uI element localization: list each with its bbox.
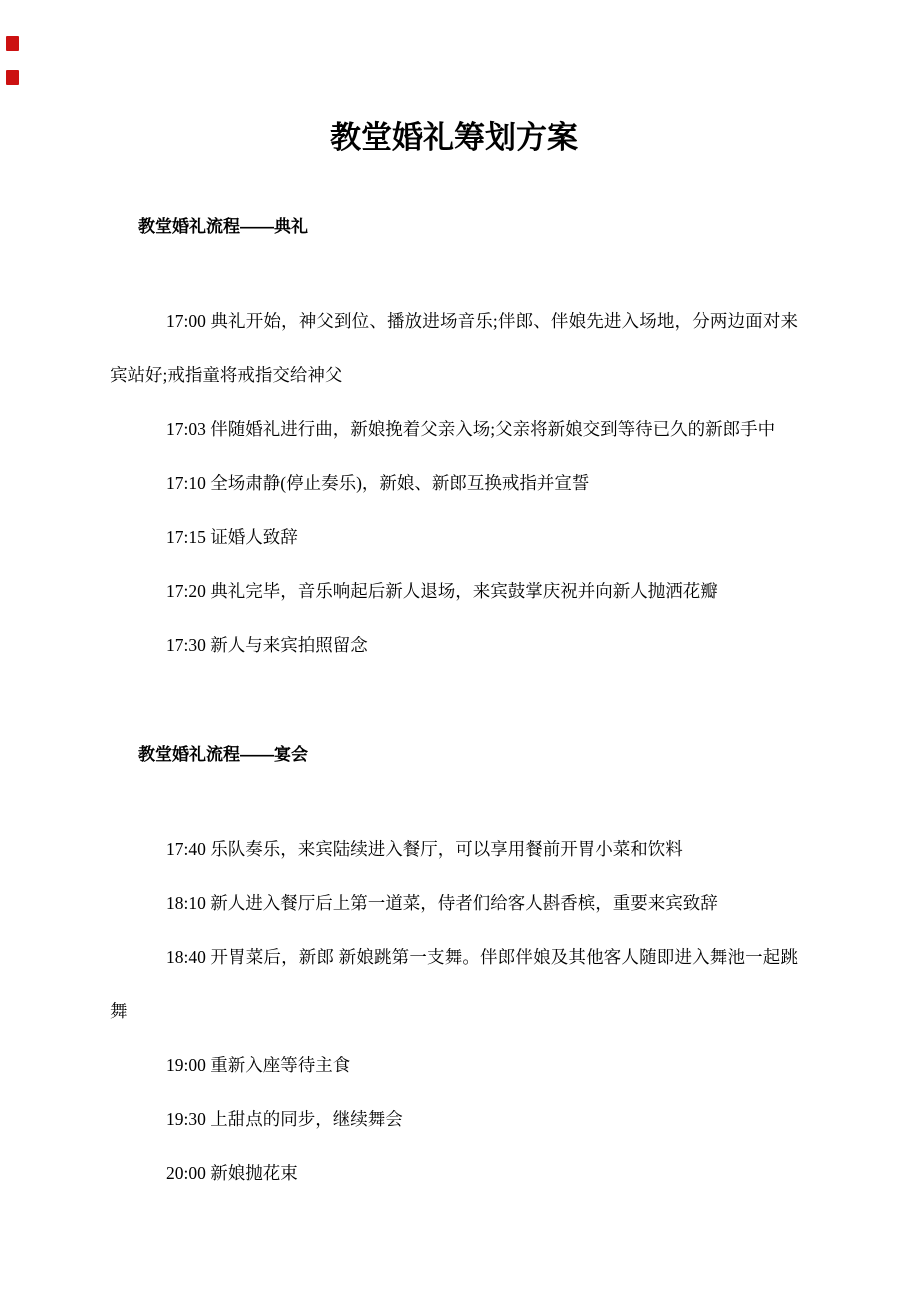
red-corner-mark-2 bbox=[6, 70, 19, 85]
schedule-item: 17:30 新人与来宾拍照留念 bbox=[166, 635, 368, 655]
section-heading-ceremony: 教堂婚礼流程——典礼 bbox=[138, 217, 308, 236]
schedule-item: 17:15 证婚人致辞 bbox=[166, 527, 298, 547]
red-corner-mark-1 bbox=[6, 36, 19, 51]
ceremony-schedule bbox=[110, 294, 798, 672]
schedule-item: 17:20 典礼完毕，音乐响起后新人退场，来宾鼓掌庆祝并向新人抛洒花瓣 bbox=[166, 581, 718, 601]
schedule-item: 17:03 伴随婚礼进行曲，新娘挽着父亲入场;父亲将新娘交到等待已久的新郎手中 bbox=[166, 419, 776, 439]
banquet-schedule bbox=[110, 822, 798, 1200]
schedule-item: 20:00 新娘抛花束 bbox=[166, 1163, 298, 1183]
schedule-item: 17:40 乐队奏乐，来宾陆续进入餐厅，可以享用餐前开胃小菜和饮料 bbox=[166, 839, 683, 859]
section-heading-banquet: 教堂婚礼流程——宴会 bbox=[138, 745, 308, 764]
schedule-item: 18:10 新人进入餐厅后上第一道菜，侍者们给客人斟香槟，重要来宾致辞 bbox=[166, 893, 718, 913]
document-title: 教堂婚礼筹划方案 bbox=[330, 120, 578, 155]
schedule-item: 17:00 典礼开始，神父到位、播放进场音乐;伴郎、伴娘先进入场地，分两边面对来宾站好;戒指童将戒指交给神父 bbox=[110, 311, 798, 385]
schedule-item: 19:00 重新入座等待主食 bbox=[166, 1055, 351, 1075]
corner-watermark bbox=[6, 36, 22, 104]
schedule-item: 18:40 开胃菜后，新郎 新娘跳第一支舞。伴郎伴娘及其他客人随即进入舞池一起跳舞 bbox=[110, 947, 798, 1021]
schedule-item: 19:30 上甜点的同步，继续舞会 bbox=[166, 1109, 403, 1129]
schedule-item: 17:10 全场肃静(停止奏乐)，新娘、新郎互换戒指并宣誓 bbox=[166, 473, 590, 493]
